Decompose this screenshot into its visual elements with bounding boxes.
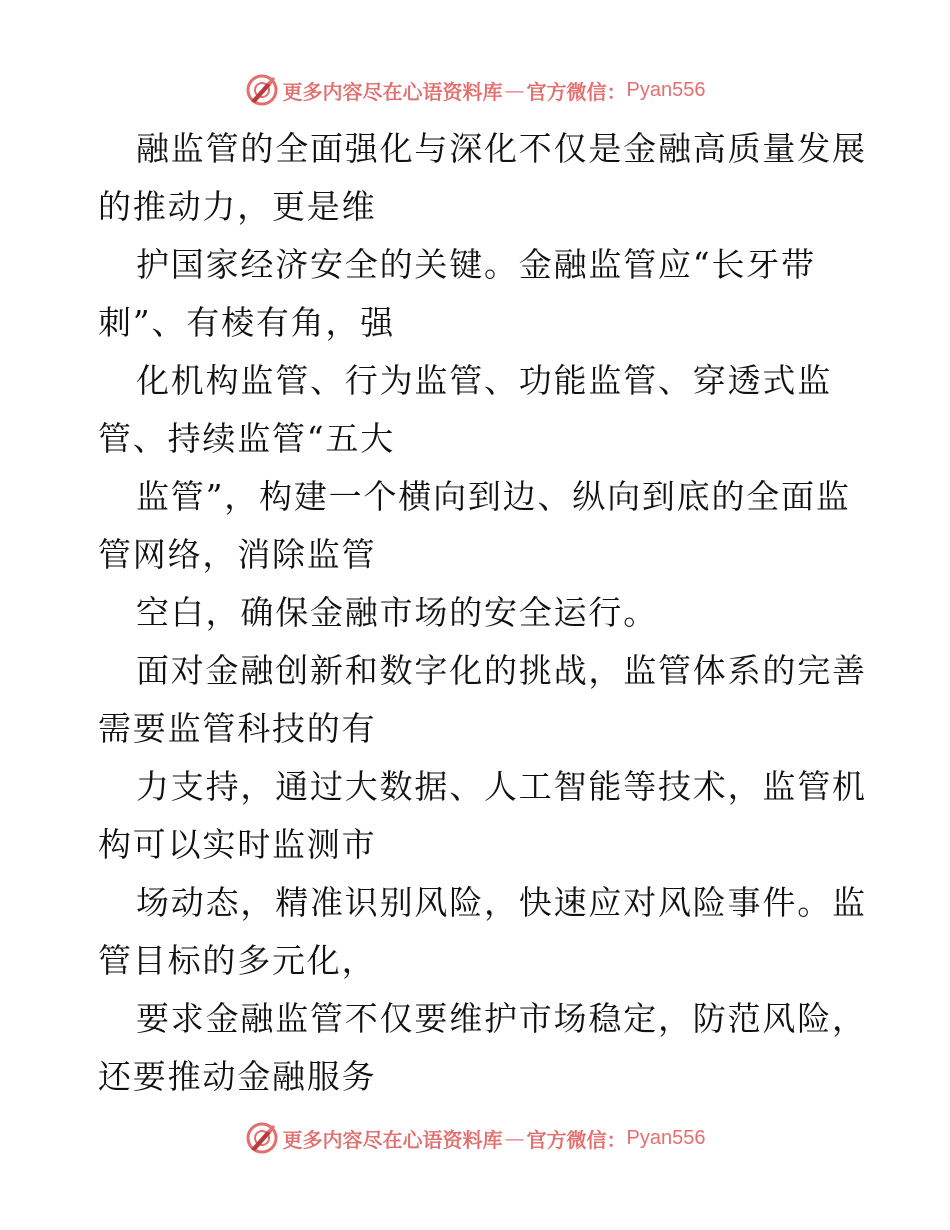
text-line: 空白，确保金融市场的安全运行。	[136, 593, 658, 632]
text-line: 管目标的多元化，	[98, 941, 377, 980]
text-line: 融监管的全面强化与深化不仅是金融高质量发展	[136, 129, 867, 168]
text-line: 构可以实时监测市	[98, 825, 377, 864]
brand-logo-icon	[245, 1121, 279, 1155]
page-header	[0, 70, 950, 110]
footer-wechat-id: Pyan556	[626, 1126, 706, 1149]
header-brand-separator: —	[504, 78, 525, 102]
header-wechat-id: Pyan556	[626, 78, 706, 101]
footer-brand-separator: —	[504, 1126, 525, 1150]
footer-brand-name: 更多内容尽在心语资料库	[282, 1127, 503, 1152]
footer-wechat-label: 官方微信：	[526, 1127, 627, 1152]
text-line: 化机构监管、行为监管、功能监管、穿透式监	[136, 361, 832, 400]
text-line: 要求金融监管不仅要维护市场稳定，防范风险，	[136, 999, 867, 1038]
header-brand	[245, 73, 706, 107]
text-line: 管网络，消除监管	[98, 535, 377, 574]
text-line: 监管”，构建一个横向到边、纵向到底的全面监	[136, 477, 851, 516]
text-line: 需要监管科技的有	[98, 709, 377, 748]
text-line: 管、持续监管“五大	[98, 419, 396, 458]
brand-logo-icon	[245, 73, 279, 107]
text-line: 的推动力，更是维	[98, 187, 377, 226]
text-line: 还要推动金融服务	[98, 1057, 377, 1096]
text-line: 刺”、有棱有角，强	[98, 303, 396, 342]
page-footer	[0, 1118, 950, 1158]
document-body	[98, 120, 867, 1106]
text-line: 护国家经济安全的关键。金融监管应“长牙带	[136, 245, 816, 284]
text-line: 场动态，精准识别风险，快速应对风险事件。监	[136, 883, 867, 922]
footer-brand	[245, 1121, 706, 1155]
header-brand-name: 更多内容尽在心语资料库	[282, 79, 503, 104]
header-wechat-label: 官方微信：	[526, 79, 627, 104]
text-line: 力支持，通过大数据、人工智能等技术，监管机	[136, 767, 867, 806]
text-line: 面对金融创新和数字化的挑战，监管体系的完善	[136, 651, 867, 690]
